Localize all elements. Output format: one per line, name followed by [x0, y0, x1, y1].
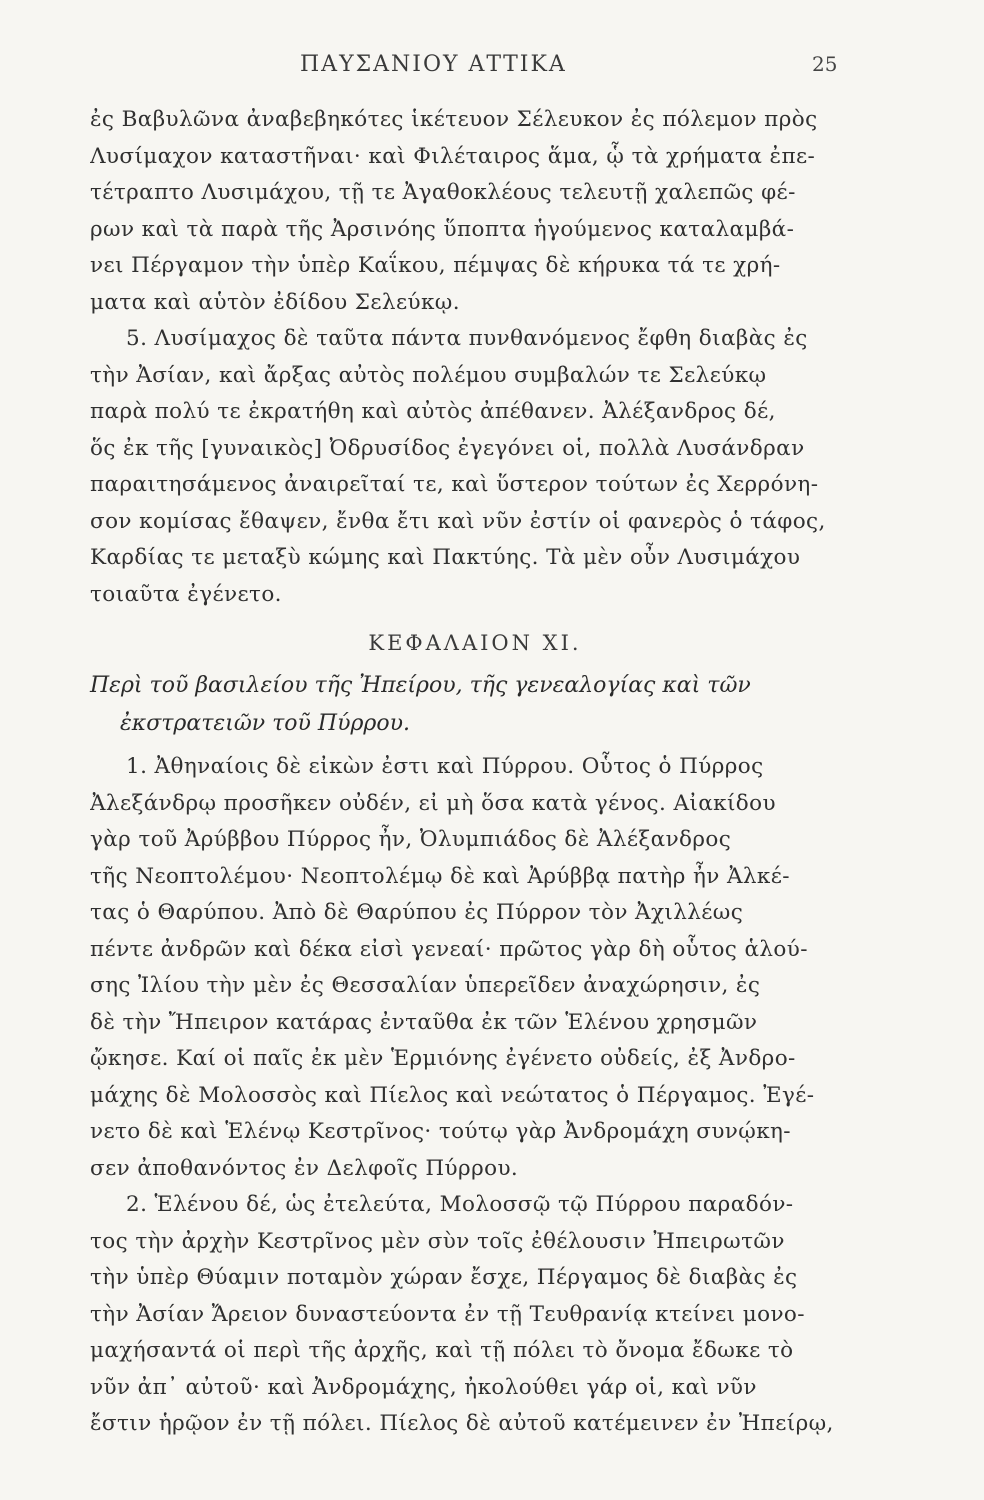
text-line: ᾤκησε. Καί οἱ παῖς ἐκ μὲν Ἑρμιόνης ἐγένετο οὐδείς, ἐξ Ἀνδρο-: [90, 1046, 796, 1071]
text-line: ὅς ἐκ τῆς [γυναικὸς] Ὀδρυσίδος ἐγεγόνει οἱ, πολλὰ Λυσάνδραν: [90, 435, 805, 461]
text-line: γὰρ τοῦ Ἀρύββου Πύρρος ἦν, Ὀλυμπιάδος δὲ Ἀλέξανδρος: [90, 827, 732, 852]
text-line: νετο δὲ καὶ Ἑλένῳ Κεστρῖνος· τούτῳ γὰρ Ἀνδρομάχη συνῴκη-: [90, 1119, 791, 1144]
text-line: σεν ἀποθανόντος ἐν Δελφοῖς Πύρρου.: [90, 1155, 519, 1181]
text-line: παρὰ πολύ τε ἐκρατήθη καὶ αὐτὸς ἀπέθανεν. Ἀλέξανδρος δέ,: [90, 399, 776, 424]
chapter-title-line: Περὶ τοῦ βασιλείου τῆς Ἠπείρου, τῆς γενεαλογίας καὶ τῶν: [90, 673, 751, 698]
text-line: 2. Ἑλένου δέ, ὡς ἐτελεύτα, Μολοσσῷ τῷ Πύρρου παραδόν-: [126, 1192, 794, 1217]
text-line: τῆς Νεοπτολέμου· Νεοπτολέμῳ δὲ καὶ Ἀρύββᾳ πατὴρ ἦν Ἀλκέ-: [90, 863, 790, 889]
text-line: νει Πέργαμον τὴν ὑπὲρ Καΐκου, πέμψας δὲ κήρυκα τά τε χρή-: [90, 253, 781, 278]
text-line: τοιαῦτα ἐγένετο.: [90, 581, 282, 607]
text-line: δὲ τὴν Ἤπειρον κατάρας ἐνταῦθα ἐκ τῶν Ἑλένου χρησμῶν: [90, 1009, 758, 1035]
paragraph-5: [90, 321, 860, 613]
running-head: [0, 52, 984, 92]
chapter-title-line: ἐκστρατειῶν τοῦ Πύρρου.: [120, 711, 410, 736]
chapter-heading: ΚΕΦΑΛΑΙΟΝ XI.: [368, 631, 582, 655]
text-line: μάχης δὲ Μολοσσὸς καὶ Πίελος καὶ νεώτατος ὁ Πέργαμος. Ἐγέ-: [90, 1082, 815, 1108]
text-line: τὴν Ἀσίαν Ἄρειον δυναστεύοντα ἐν τῇ Τευθρανίᾳ κτείνει μονο-: [90, 1301, 805, 1327]
text-line: πέντε ἀνδρῶν καὶ δέκα εἰσὶ γενεαί· πρῶτος γὰρ δὴ οὗτος ἁλού-: [90, 936, 808, 962]
paragraph-2: [90, 1187, 860, 1443]
text-line: τέτραπτο Λυσιμάχου, τῇ τε Ἀγαθοκλέους τελευτῇ χαλεπῶς φέ-: [90, 180, 796, 205]
text-line: 5. Λυσίμαχος δὲ ταῦτα πάντα πυνθανόμενος ἔφθη διαβὰς ἐς: [126, 326, 808, 351]
text-line: νῦν ἀπ᾽ αὐτοῦ· καὶ Ἀνδρομάχης, ἠκολούθει γάρ οἱ, καὶ νῦν: [90, 1374, 757, 1400]
text-line: σης Ἰλίου τὴν μὲν ἐς Θεσσαλίαν ὑπερεῖδεν ἀναχώρησιν, ἐς: [90, 973, 761, 998]
page-number: 25: [812, 52, 838, 76]
text-block: [90, 102, 860, 1443]
text-line: τὴν ὑπὲρ Θύαμιν ποταμὸν χώραν ἔσχε, Πέργαμος δὲ διαβὰς ἐς: [90, 1265, 798, 1290]
text-line: μαχήσαντά οἱ περὶ τῆς ἀρχῆς, καὶ τῇ πόλει τὸ ὄνομα ἔδωκε τὸ: [90, 1338, 794, 1363]
text-line: Καρδίας τε μεταξὺ κώμης καὶ Πακτύης. Τὰ μὲν οὖν Λυσιμάχου: [90, 545, 801, 570]
text-line: ματα καὶ αὑτὸν ἐδίδου Σελεύκῳ.: [90, 289, 460, 315]
text-line: Λυσίμαχον καταστῆναι· καὶ Φιλέταιρος ἅμα, ᾧ τὰ χρήματα ἐπε-: [90, 143, 816, 169]
text-line: τος τὴν ἀρχὴν Κεστρῖνος μὲν σὺν τοῖς ἐθέλουσιν Ἠπειρωτῶν: [90, 1228, 785, 1254]
text-line: Ἀλεξάνδρῳ προσῆκεν οὐδέν, εἰ μὴ ὅσα κατὰ γένος. Αἰακίδου: [90, 790, 776, 816]
text-line: σον κομίσας ἔθαψεν, ἔνθα ἔτι καὶ νῦν ἐστίν οἱ φανερὸς ὁ τάφος,: [90, 508, 826, 534]
text-line: τας ὁ Θαρύπου. Ἀπὸ δὲ Θαρύπου ἐς Πύρρον τὸν Ἀχιλλέως: [90, 900, 744, 925]
paragraph-1: [90, 749, 860, 1187]
running-title: ΠΑΥΣΑΝΙΟΥ ΑΤΤΙΚΑ: [300, 52, 567, 77]
text-line: 1. Ἀθηναίοις δὲ εἰκὼν ἐστι καὶ Πύρρου. Οὗτος ὁ Πύρρος: [126, 754, 764, 779]
text-line: τὴν Ἀσίαν, καὶ ἄρξας αὐτὸς πολέμου συμβαλών τε Σελεύκῳ: [90, 362, 767, 388]
text-line: ἔστιν ἡρῷον ἐν τῇ πόλει. Πίελος δὲ αὐτοῦ κατέμεινεν ἐν Ἠπείρῳ,: [90, 1411, 834, 1436]
paragraph-continued: [90, 102, 860, 321]
text-line: ρων καὶ τὰ παρὰ τῆς Ἀρσινόης ὕποπτα ἡγούμενος καταλαμβά-: [90, 216, 795, 242]
text-line: παραιτησάμενος ἀναιρεῖταί τε, καὶ ὕστερον τούτων ἐς Χερρόνη-: [90, 472, 819, 497]
text-line: ἐς Βαβυλῶνα ἀναβεβηκότες ἱκέτευον Σέλευκον ἐς πόλεμον πρὸς: [90, 107, 818, 132]
